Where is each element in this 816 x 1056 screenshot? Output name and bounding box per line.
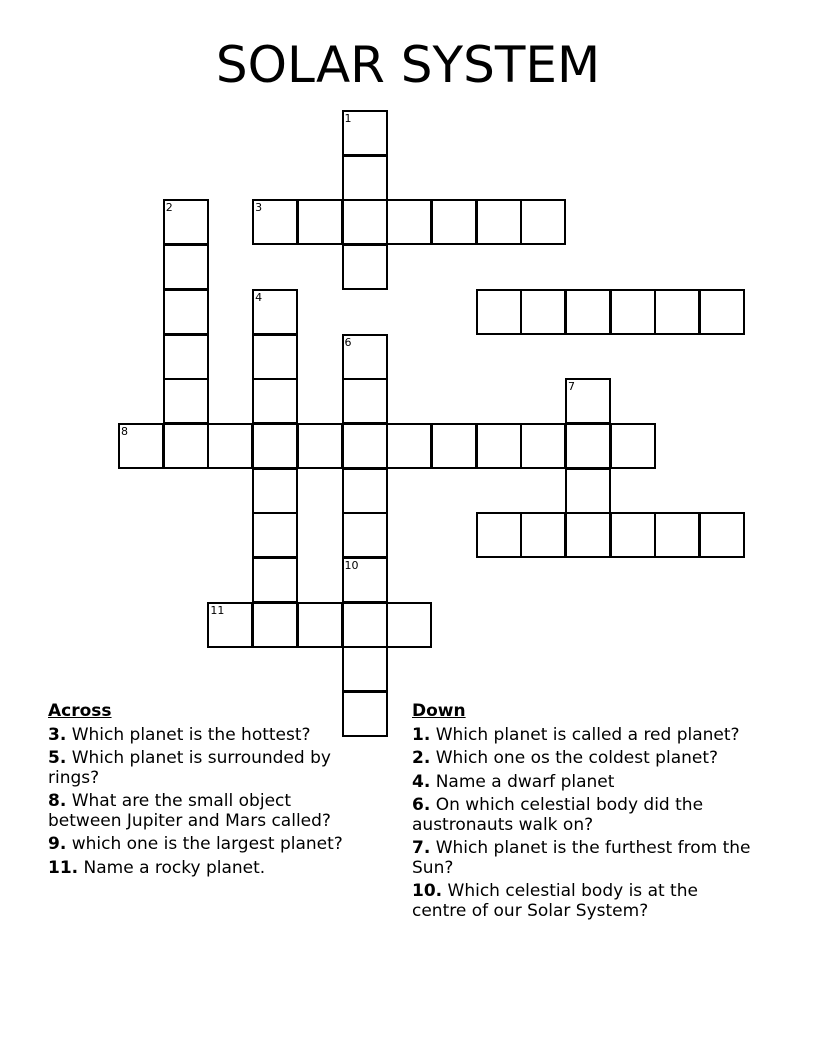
grid-cell[interactable] — [610, 512, 656, 558]
grid-cell[interactable] — [163, 378, 209, 424]
grid-cell[interactable] — [252, 602, 298, 648]
clue-number: 2 — [165, 201, 173, 215]
grid-cell[interactable] — [386, 199, 432, 245]
clue-number: 3 — [255, 201, 263, 215]
down-clue — [412, 882, 752, 921]
grid-cell[interactable] — [654, 512, 700, 558]
puzzle-title: SOLAR SYSTEM — [215, 36, 601, 94]
clue-num: 9. — [48, 834, 67, 854]
grid-cell[interactable] — [654, 289, 700, 335]
grid-cell[interactable] — [342, 557, 388, 603]
clue-text: On which celestial body did the austronauts walk on? — [412, 795, 704, 835]
grid-cell[interactable] — [207, 602, 253, 648]
grid-cell[interactable] — [163, 244, 209, 290]
clue-num: 6. — [412, 795, 431, 815]
grid-cell[interactable] — [297, 423, 343, 469]
grid-cell[interactable] — [297, 199, 343, 245]
across-heading: Across — [48, 701, 112, 721]
grid-cell[interactable] — [610, 289, 656, 335]
clue-text: Name a rocky planet. — [83, 857, 266, 878]
clue-num: 1. — [412, 724, 431, 745]
grid-cell[interactable] — [252, 423, 298, 469]
clue-number: 7 — [568, 380, 575, 394]
grid-cell[interactable] — [252, 199, 298, 245]
down-clues — [412, 702, 752, 925]
grid-cell[interactable] — [252, 468, 298, 514]
grid-cell[interactable] — [386, 423, 432, 469]
grid-cell[interactable] — [476, 289, 522, 335]
across-clue — [48, 792, 368, 831]
grid-cell[interactable] — [252, 334, 298, 380]
grid-cell[interactable] — [342, 244, 388, 290]
clue-num: 4. — [412, 771, 431, 792]
clue-number: 1 — [344, 112, 352, 125]
grid-cell[interactable] — [252, 512, 298, 558]
grid-cell[interactable] — [476, 199, 522, 245]
grid-cell[interactable] — [342, 110, 388, 156]
clue-text: Which one os the coldest planet? — [435, 748, 719, 768]
grid-cell[interactable] — [163, 334, 209, 380]
clue-number: 8 — [121, 424, 128, 438]
clue-text: Which planet is surrounded by rings? — [48, 748, 331, 788]
grid-cell[interactable] — [342, 602, 388, 648]
grid-cell[interactable] — [476, 512, 522, 558]
grid-cell[interactable] — [163, 199, 209, 245]
clue-num: 5. — [48, 748, 67, 768]
clue-text: Which planet is the hottest? — [71, 724, 311, 745]
clue-num: 11. — [48, 857, 79, 878]
clue-number: 6 — [344, 335, 352, 349]
grid-cell[interactable] — [476, 423, 522, 469]
clue-text: Which celestial body is at the centre of our Solar System? — [412, 881, 698, 921]
grid-cell[interactable] — [565, 468, 611, 514]
down-clue — [412, 773, 752, 793]
clue-text: which one is the largest planet? — [71, 834, 343, 854]
grid-cell[interactable] — [565, 512, 611, 558]
down-clue — [412, 726, 752, 746]
grid-cell[interactable] — [520, 199, 566, 245]
grid-cell[interactable] — [207, 423, 253, 469]
grid-cell[interactable] — [342, 378, 388, 424]
grid-cell[interactable] — [431, 199, 477, 245]
down-clue — [412, 839, 752, 878]
clue-number: 11 — [210, 603, 225, 617]
grid-cell[interactable] — [342, 512, 388, 558]
across-clue-list — [48, 726, 368, 879]
clue-number: 4 — [255, 290, 263, 304]
down-clue-list — [412, 726, 752, 922]
clue-number: 10 — [344, 559, 359, 572]
clue-text: What are the small object between Jupiter and Mars called? — [48, 791, 331, 831]
clue-num: 3. — [48, 724, 67, 745]
down-clue — [412, 796, 752, 835]
grid-cell[interactable] — [342, 155, 388, 201]
clue-text: Name a dwarf planet — [435, 771, 615, 792]
grid-cell[interactable] — [565, 289, 611, 335]
grid-cell[interactable] — [565, 378, 611, 424]
across-clue — [48, 835, 368, 855]
down-heading: Down — [412, 701, 466, 721]
clue-num: 10. — [412, 881, 443, 901]
grid-cell[interactable] — [342, 468, 388, 514]
grid-cell[interactable] — [342, 199, 388, 245]
clue-num: 8. — [48, 791, 67, 811]
grid-cell[interactable] — [252, 289, 298, 335]
grid-cell[interactable] — [163, 423, 209, 469]
grid-cell[interactable] — [342, 334, 388, 380]
clue-text: Which planet is the furthest from the Sun? — [412, 838, 751, 878]
across-clue — [48, 726, 368, 746]
grid-cell[interactable] — [431, 423, 477, 469]
clue-text: Which planet is called a red planet? — [435, 724, 740, 745]
grid-cell[interactable] — [520, 423, 566, 469]
grid-cell[interactable] — [565, 423, 611, 469]
grid-cell[interactable] — [252, 557, 298, 603]
across-clues — [48, 702, 368, 882]
clue-num: 2. — [412, 748, 431, 768]
grid-cell[interactable] — [699, 289, 745, 335]
grid-cell[interactable] — [520, 289, 566, 335]
across-clue — [48, 859, 368, 879]
grid-cell[interactable] — [520, 512, 566, 558]
grid-cell[interactable] — [386, 602, 432, 648]
grid-cell[interactable] — [342, 423, 388, 469]
grid-cell[interactable] — [699, 512, 745, 558]
grid-cell[interactable] — [342, 646, 388, 692]
grid-cell[interactable] — [252, 378, 298, 424]
across-clue — [48, 749, 368, 788]
grid-cell[interactable] — [118, 423, 164, 469]
clue-num: 7. — [412, 838, 431, 858]
down-clue — [412, 749, 752, 769]
grid-cell[interactable] — [163, 289, 209, 335]
grid-cell[interactable] — [297, 602, 343, 648]
grid-cell[interactable] — [610, 423, 656, 469]
